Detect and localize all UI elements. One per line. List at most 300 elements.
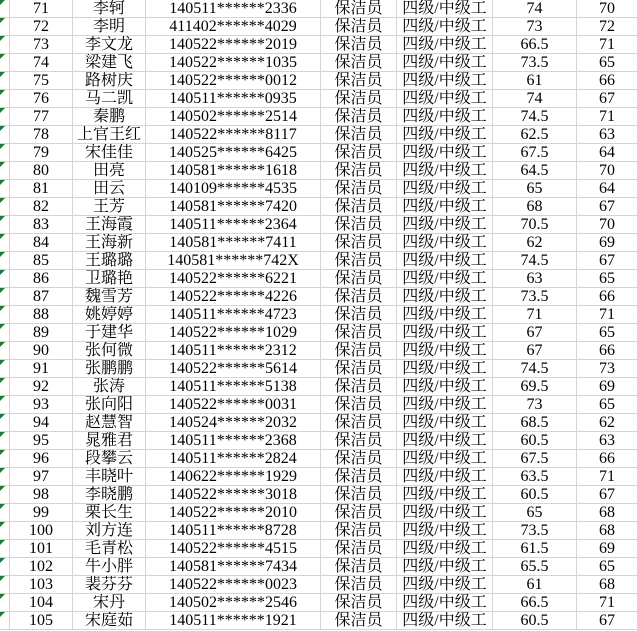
job-title-cell[interactable]: 保洁员 [321,324,397,341]
error-indicator-cell[interactable] [0,432,10,449]
score2-cell[interactable]: 68 [599,504,615,521]
skill-level-cell[interactable]: 四级/中级工 [397,234,493,251]
name-cell[interactable]: 李明 [73,18,146,35]
id-number-cell[interactable]: 140522******1035 [146,54,321,71]
job-title-cell[interactable]: 保洁员 [321,72,397,89]
skill-level-cell[interactable]: 四级/中级工 [397,342,493,359]
score1-cell[interactable]: 62.5 [493,126,577,143]
job-title-cell[interactable]: 保洁员 [321,306,397,323]
job-title-cell[interactable]: 保洁员 [321,36,397,53]
table-row [0,540,637,558]
row-number-cell[interactable]: 75 [10,72,73,89]
job-title-cell[interactable]: 保洁员 [321,288,397,305]
name-cell[interactable]: 刘方连 [73,522,146,539]
score2-cell[interactable]: 66 [599,288,615,305]
score1-cell[interactable]: 66.5 [493,594,577,611]
error-indicator-cell[interactable] [0,270,10,287]
row-number-cell[interactable]: 82 [10,198,73,215]
score1-cell[interactable]: 65 [493,504,577,521]
name-cell[interactable]: 宋庭茹 [73,612,146,629]
skill-level-cell[interactable]: 四级/中级工 [397,288,493,305]
job-title-cell[interactable]: 保洁员 [321,396,397,413]
job-title-cell[interactable]: 保洁员 [321,360,397,377]
id-number-cell[interactable]: 140511******2364 [146,216,321,233]
id-number-cell[interactable]: 140522******0012 [146,72,321,89]
score1-cell[interactable]: 65 [493,180,577,197]
score1-cell[interactable]: 65.5 [493,558,577,575]
row-number-cell[interactable]: 79 [10,144,73,161]
row-number-cell[interactable]: 105 [10,612,73,629]
score2-cell[interactable]: 63 [599,432,615,449]
name-cell[interactable]: 裴芬芬 [73,576,146,593]
table-row [0,216,637,234]
score2-cell[interactable]: 66 [599,450,615,467]
job-title-cell[interactable]: 保洁员 [321,414,397,431]
job-title-cell[interactable]: 保洁员 [321,432,397,449]
error-indicator-triangle [0,360,5,365]
row-number-cell[interactable]: 88 [10,306,73,323]
id-number-cell[interactable]: 140511******4723 [146,306,321,323]
row-number-cell[interactable]: 86 [10,270,73,287]
score2-cell[interactable]: 66 [599,342,615,359]
job-title-cell[interactable]: 保洁员 [321,108,397,125]
id-number-cell[interactable]: 140522******5614 [146,360,321,377]
error-indicator-cell[interactable] [0,126,10,143]
skill-level-cell[interactable]: 四级/中级工 [397,0,493,17]
row-number-cell[interactable]: 74 [10,54,73,71]
id-number-cell[interactable]: 140522******4515 [146,540,321,557]
error-indicator-cell[interactable] [0,576,10,593]
score2-cell[interactable]: 71 [599,594,615,611]
row-number-cell[interactable]: 91 [10,360,73,377]
skill-level-cell[interactable]: 四级/中级工 [397,558,493,575]
error-indicator-cell[interactable] [0,162,10,179]
table-row [0,594,637,612]
id-number-cell[interactable]: 140524******2032 [146,414,321,431]
score1-cell[interactable]: 74 [493,90,577,107]
row-number-cell[interactable]: 100 [10,522,73,539]
score1-cell[interactable]: 61 [493,576,577,593]
score2-cell[interactable]: 67 [599,90,615,107]
skill-level-cell[interactable]: 四级/中级工 [397,72,493,89]
row-number-cell[interactable]: 89 [10,324,73,341]
job-title-cell[interactable]: 保洁员 [321,450,397,467]
row-number-cell[interactable]: 103 [10,576,73,593]
table-row [0,234,637,252]
score2-cell[interactable]: 71 [599,468,615,485]
id-number-cell[interactable]: 140525******6425 [146,144,321,161]
table-row [0,558,637,576]
job-title-cell[interactable]: 保洁员 [321,378,397,395]
row-number-cell[interactable]: 71 [10,0,73,17]
job-title-cell[interactable]: 保洁员 [321,612,397,629]
name-cell[interactable]: 晁雅君 [73,432,146,449]
skill-level-cell[interactable]: 四级/中级工 [397,522,493,539]
score1-cell[interactable]: 60.5 [493,486,577,503]
skill-level-cell[interactable]: 四级/中级工 [397,18,493,35]
error-indicator-triangle [0,612,5,617]
name-cell[interactable]: 王芳 [73,198,146,215]
score2-cell[interactable]: 62 [599,414,615,431]
name-cell[interactable]: 丰晓叶 [73,468,146,485]
error-indicator-cell[interactable] [0,36,10,53]
id-number-cell[interactable]: 140522******2019 [146,36,321,53]
id-number-cell[interactable]: 140522******3018 [146,486,321,503]
score2-cell[interactable]: 67 [599,252,615,269]
row-number-cell[interactable]: 97 [10,468,73,485]
score1-cell[interactable]: 71 [493,306,577,323]
score1-cell[interactable]: 64.5 [493,162,577,179]
id-number-cell[interactable]: 140522******1029 [146,324,321,341]
job-title-cell[interactable]: 保洁员 [321,216,397,233]
error-indicator-cell[interactable] [0,54,10,71]
score2-cell[interactable]: 65 [599,270,615,287]
error-indicator-triangle [0,36,5,41]
error-indicator-cell[interactable] [0,414,10,431]
name-cell[interactable]: 秦鹏 [73,108,146,125]
name-cell[interactable]: 毛青松 [73,540,146,557]
row-number-cell[interactable]: 94 [10,414,73,431]
row-number-cell[interactable]: 85 [10,252,73,269]
name-cell[interactable]: 魏雪芳 [73,288,146,305]
skill-level-cell[interactable]: 四级/中级工 [397,576,493,593]
error-indicator-cell[interactable] [0,594,10,611]
row-number-cell[interactable]: 102 [10,558,73,575]
name-cell[interactable]: 王璐璐 [73,252,146,269]
row-number-cell[interactable]: 104 [10,594,73,611]
job-title-cell[interactable]: 保洁员 [321,18,397,35]
name-cell[interactable]: 李晓鹏 [73,486,146,503]
error-indicator-cell[interactable] [0,72,10,89]
name-cell[interactable]: 卫璐艳 [73,270,146,287]
row-number-cell[interactable]: 77 [10,108,73,125]
score1-cell[interactable]: 63.5 [493,468,577,485]
id-number-cell[interactable]: 140622******1929 [146,468,321,485]
table-row [0,468,637,486]
row-number-cell[interactable]: 95 [10,432,73,449]
error-indicator-cell[interactable] [0,90,10,107]
id-number-cell[interactable]: 140511******0935 [146,90,321,107]
skill-level-cell[interactable]: 四级/中级工 [397,324,493,341]
row-number-cell[interactable]: 73 [10,36,73,53]
row-number-cell[interactable]: 101 [10,540,73,557]
score1-cell[interactable]: 73.5 [493,54,577,71]
row-number-cell[interactable]: 98 [10,486,73,503]
job-title-cell[interactable]: 保洁员 [321,468,397,485]
row-number-cell[interactable]: 87 [10,288,73,305]
score1-cell[interactable]: 68 [493,198,577,215]
row-number-cell[interactable]: 81 [10,180,73,197]
error-indicator-cell[interactable] [0,558,10,575]
id-number-cell[interactable]: 140581******1618 [146,162,321,179]
name-cell[interactable]: 张涛 [73,378,146,395]
id-number-cell[interactable]: 140511******8728 [146,522,321,539]
skill-level-cell[interactable]: 四级/中级工 [397,216,493,233]
error-indicator-cell[interactable] [0,360,10,377]
error-indicator-triangle [0,324,5,329]
error-indicator-cell[interactable] [0,396,10,413]
id-number-cell[interactable]: 140522******6221 [146,270,321,287]
skill-level-cell[interactable]: 四级/中级工 [397,504,493,521]
name-cell[interactable]: 赵慧智 [73,414,146,431]
name-cell[interactable]: 王海霞 [73,216,146,233]
name-cell[interactable]: 李文龙 [73,36,146,53]
name-cell[interactable]: 张向阳 [73,396,146,413]
score1-cell[interactable]: 60.5 [493,432,577,449]
id-number-cell[interactable]: 140522******0023 [146,576,321,593]
id-number-cell[interactable]: 140511******2336 [146,0,321,17]
score1-cell[interactable]: 60.5 [493,612,577,629]
score1-cell[interactable]: 73.5 [493,522,577,539]
score1-cell[interactable]: 74.5 [493,360,577,377]
row-number-cell[interactable]: 92 [10,378,73,395]
row-number-cell[interactable]: 93 [10,396,73,413]
job-title-cell[interactable]: 保洁员 [321,54,397,71]
skill-level-cell[interactable]: 四级/中级工 [397,198,493,215]
job-title-cell[interactable]: 保洁员 [321,504,397,521]
name-cell[interactable]: 王海新 [73,234,146,251]
score1-cell[interactable]: 68.5 [493,414,577,431]
error-indicator-cell[interactable] [0,450,10,467]
name-cell[interactable]: 田亮 [73,162,146,179]
job-title-cell[interactable]: 保洁员 [321,162,397,179]
error-indicator-cell[interactable] [0,198,10,215]
score2-cell[interactable]: 65 [599,558,615,575]
error-indicator-cell[interactable] [0,144,10,161]
name-cell[interactable]: 宋佳佳 [73,144,146,161]
error-indicator-cell[interactable] [0,288,10,305]
row-number-cell[interactable]: 90 [10,342,73,359]
id-number-cell[interactable]: 140511******2312 [146,342,321,359]
job-title-cell[interactable]: 保洁员 [321,90,397,107]
skill-level-cell[interactable]: 四级/中级工 [397,594,493,611]
error-indicator-cell[interactable] [0,216,10,233]
score1-cell[interactable]: 69.5 [493,378,577,395]
error-indicator-cell[interactable] [0,252,10,269]
job-title-cell[interactable]: 保洁员 [321,522,397,539]
error-indicator-cell[interactable] [0,324,10,341]
skill-level-cell[interactable]: 四级/中级工 [397,432,493,449]
name-cell[interactable]: 段攀云 [73,450,146,467]
name-cell[interactable]: 于建华 [73,324,146,341]
score1-cell[interactable]: 74.5 [493,108,577,125]
skill-level-cell[interactable]: 四级/中级工 [397,180,493,197]
error-indicator-cell[interactable] [0,612,10,629]
score2-cell[interactable]: 68 [599,522,615,539]
score2-cell[interactable]: 70 [599,162,615,179]
score1-cell[interactable]: 61 [493,72,577,89]
name-cell[interactable]: 张鹏鹏 [73,360,146,377]
name-cell[interactable]: 上官王红 [73,126,146,143]
name-cell[interactable]: 牛小胖 [73,558,146,575]
job-title-cell[interactable]: 保洁员 [321,486,397,503]
table-row [0,612,637,630]
score1-cell[interactable]: 70.5 [493,216,577,233]
table-row [0,198,637,216]
error-indicator-triangle [0,198,5,203]
job-title-cell[interactable]: 保洁员 [321,144,397,161]
score2-cell[interactable]: 67 [599,486,615,503]
id-number-cell[interactable]: 140511******2368 [146,432,321,449]
score2-cell[interactable]: 71 [599,306,615,323]
score2-cell[interactable]: 67 [599,198,615,215]
skill-level-cell[interactable]: 四级/中级工 [397,252,493,269]
score2-cell[interactable]: 73 [599,360,615,377]
error-indicator-cell[interactable] [0,504,10,521]
job-title-cell[interactable]: 保洁员 [321,234,397,251]
id-number-cell[interactable]: 140522******0031 [146,396,321,413]
row-number-cell[interactable]: 83 [10,216,73,233]
score2-cell[interactable]: 71 [599,36,615,53]
row-number-cell[interactable]: 99 [10,504,73,521]
row-number-cell[interactable]: 80 [10,162,73,179]
score1-cell[interactable]: 63 [493,270,577,287]
skill-level-cell[interactable]: 四级/中级工 [397,468,493,485]
id-number-cell[interactable]: 140581******742X [146,252,321,269]
id-number-cell[interactable]: 140581******7434 [146,558,321,575]
error-indicator-cell[interactable] [0,468,10,485]
error-indicator-cell[interactable] [0,0,10,17]
name-cell[interactable]: 李轲 [73,0,146,17]
skill-level-cell[interactable]: 四级/中级工 [397,450,493,467]
error-indicator-cell[interactable] [0,306,10,323]
job-title-cell[interactable]: 保洁员 [321,180,397,197]
table-row [0,72,637,90]
skill-level-cell[interactable]: 四级/中级工 [397,612,493,629]
table-row [0,324,637,342]
table-row [0,180,637,198]
score2-cell[interactable]: 63 [599,126,615,143]
id-number-cell[interactable]: 140522******2010 [146,504,321,521]
job-title-cell[interactable]: 保洁员 [321,342,397,359]
job-title-cell[interactable]: 保洁员 [321,594,397,611]
skill-level-cell[interactable]: 四级/中级工 [397,126,493,143]
job-title-cell[interactable]: 保洁员 [321,540,397,557]
score2-cell[interactable]: 72 [599,18,615,35]
id-number-cell[interactable]: 140522******8117 [146,126,321,143]
row-number-cell[interactable]: 76 [10,90,73,107]
error-indicator-cell[interactable] [0,378,10,395]
skill-level-cell[interactable]: 四级/中级工 [397,54,493,71]
job-title-cell[interactable]: 保洁员 [321,252,397,269]
name-cell[interactable]: 宋丹 [73,594,146,611]
table-row [0,504,637,522]
skill-level-cell[interactable]: 四级/中级工 [397,108,493,125]
row-number-cell[interactable]: 84 [10,234,73,251]
id-number-cell[interactable]: 140511******1921 [146,612,321,629]
score1-cell[interactable]: 67 [493,342,577,359]
score2-cell[interactable]: 65 [599,396,615,413]
score1-cell[interactable]: 74 [493,0,577,17]
score2-cell[interactable]: 69 [599,540,615,557]
name-cell[interactable]: 张何微 [73,342,146,359]
error-indicator-cell[interactable] [0,108,10,125]
skill-level-cell[interactable]: 四级/中级工 [397,414,493,431]
name-cell[interactable]: 姚婷婷 [73,306,146,323]
score1-cell[interactable]: 74.5 [493,252,577,269]
row-number-cell[interactable]: 96 [10,450,73,467]
error-indicator-cell[interactable] [0,18,10,35]
error-indicator-cell[interactable] [0,234,10,251]
score2-cell[interactable]: 69 [599,234,615,251]
score2-cell[interactable]: 70 [599,216,615,233]
score1-cell[interactable]: 67.5 [493,144,577,161]
score1-cell[interactable]: 73 [493,18,577,35]
job-title-cell[interactable]: 保洁员 [321,558,397,575]
row-number-cell[interactable]: 72 [10,18,73,35]
score2-cell[interactable]: 71 [599,108,615,125]
id-number-cell[interactable]: 140502******2514 [146,108,321,125]
skill-level-cell[interactable]: 四级/中级工 [397,396,493,413]
score1-cell[interactable]: 67 [493,324,577,341]
id-number-cell[interactable]: 140511******5138 [146,378,321,395]
score2-cell[interactable]: 65 [599,324,615,341]
score2-cell[interactable]: 67 [599,612,615,629]
id-number-cell[interactable]: 411402******4029 [146,18,321,35]
job-title-cell[interactable]: 保洁员 [321,576,397,593]
name-cell[interactable]: 田云 [73,180,146,197]
score2-cell[interactable]: 64 [599,144,615,161]
id-number-cell[interactable]: 140511******2824 [146,450,321,467]
error-indicator-triangle [0,540,5,545]
score1-cell[interactable]: 67.5 [493,450,577,467]
score1-cell[interactable]: 61.5 [493,540,577,557]
score2-cell[interactable]: 64 [599,180,615,197]
error-indicator-triangle [0,504,5,509]
name-cell[interactable]: 马二凯 [73,90,146,107]
job-title-cell[interactable]: 保洁员 [321,0,397,17]
error-indicator-cell[interactable] [0,522,10,539]
score1-cell[interactable]: 73.5 [493,288,577,305]
id-number-cell[interactable]: 140109******4535 [146,180,321,197]
score1-cell[interactable]: 62 [493,234,577,251]
error-indicator-cell[interactable] [0,540,10,557]
skill-level-cell[interactable]: 四级/中级工 [397,90,493,107]
id-number-cell[interactable]: 140581******7420 [146,198,321,215]
error-indicator-cell[interactable] [0,342,10,359]
job-title-cell[interactable]: 保洁员 [321,270,397,287]
score1-cell[interactable]: 66.5 [493,36,577,53]
id-number-cell[interactable]: 140581******7411 [146,234,321,251]
skill-level-cell[interactable]: 四级/中级工 [397,360,493,377]
skill-level-cell[interactable]: 四级/中级工 [397,270,493,287]
id-number-cell[interactable]: 140502******2546 [146,594,321,611]
id-number-cell[interactable]: 140522******4226 [146,288,321,305]
skill-level-cell[interactable]: 四级/中级工 [397,306,493,323]
skill-level-cell[interactable]: 四级/中级工 [397,144,493,161]
score2-cell[interactable]: 69 [599,378,615,395]
name-cell[interactable]: 路树庆 [73,72,146,89]
skill-level-cell[interactable]: 四级/中级工 [397,162,493,179]
skill-level-cell[interactable]: 四级/中级工 [397,36,493,53]
score2-cell[interactable]: 70 [599,0,615,17]
skill-level-cell[interactable]: 四级/中级工 [397,378,493,395]
job-title-cell[interactable]: 保洁员 [321,198,397,215]
name-cell[interactable]: 梁建飞 [73,54,146,71]
row-number-cell[interactable]: 78 [10,126,73,143]
error-indicator-cell[interactable] [0,486,10,503]
score2-cell[interactable]: 68 [599,576,615,593]
score2-cell[interactable]: 66 [599,72,615,89]
job-title-cell[interactable]: 保洁员 [321,126,397,143]
skill-level-cell[interactable]: 四级/中级工 [397,540,493,557]
name-cell[interactable]: 栗长生 [73,504,146,521]
score2-cell[interactable]: 65 [599,54,615,71]
error-indicator-triangle [0,288,5,293]
score1-cell[interactable]: 73 [493,396,577,413]
error-indicator-cell[interactable] [0,180,10,197]
skill-level-cell[interactable]: 四级/中级工 [397,486,493,503]
